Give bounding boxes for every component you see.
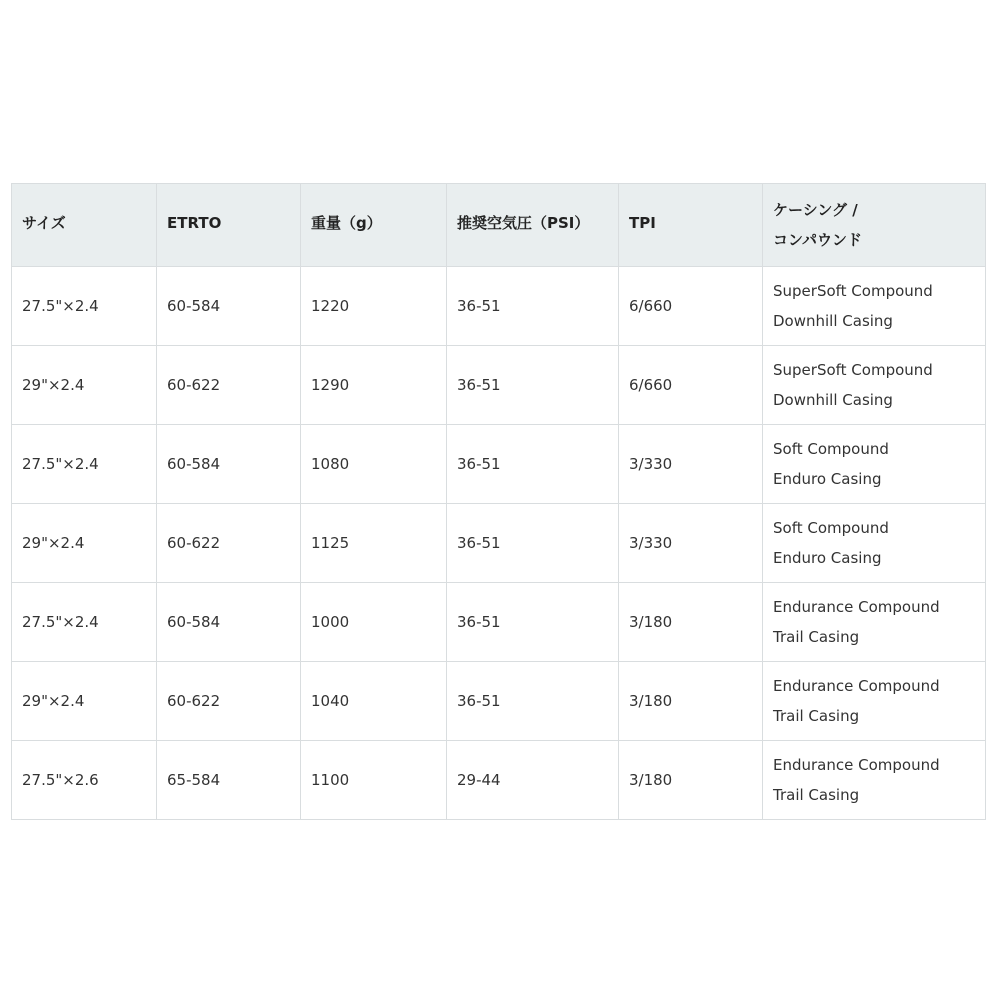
cell-weight: 1220 bbox=[301, 267, 447, 346]
cell-size: 27.5"×2.4 bbox=[12, 583, 157, 662]
cell-casing-compound bbox=[763, 504, 986, 583]
cell-pressure: 29-44 bbox=[447, 741, 619, 820]
header-etrto: ETRTO bbox=[157, 184, 301, 267]
cell-casing-compound bbox=[763, 662, 986, 741]
cell-etrto: 65-584 bbox=[157, 741, 301, 820]
cell-casing-compound bbox=[763, 583, 986, 662]
cell-pressure: 36-51 bbox=[447, 583, 619, 662]
casing-text: Downhill Casing bbox=[773, 391, 893, 409]
cell-tpi: 3/180 bbox=[619, 583, 763, 662]
cell-etrto: 60-622 bbox=[157, 346, 301, 425]
cell-weight: 1125 bbox=[301, 504, 447, 583]
cell-tpi: 6/660 bbox=[619, 267, 763, 346]
cell-weight: 1080 bbox=[301, 425, 447, 504]
cell-etrto: 60-622 bbox=[157, 504, 301, 583]
table-row bbox=[12, 425, 986, 504]
header-weight: 重量（g） bbox=[301, 184, 447, 267]
compound-text: Soft Compound bbox=[773, 519, 889, 537]
compound-text: Soft Compound bbox=[773, 440, 889, 458]
compound-text: SuperSoft Compound bbox=[773, 282, 933, 300]
cell-casing-compound bbox=[763, 346, 986, 425]
cell-tpi: 3/180 bbox=[619, 741, 763, 820]
cell-tpi: 3/330 bbox=[619, 425, 763, 504]
header-row bbox=[12, 184, 986, 267]
cell-etrto: 60-584 bbox=[157, 583, 301, 662]
cell-weight: 1000 bbox=[301, 583, 447, 662]
compound-text: Endurance Compound bbox=[773, 598, 940, 616]
table-row bbox=[12, 583, 986, 662]
casing-text: Downhill Casing bbox=[773, 312, 893, 330]
cell-weight: 1040 bbox=[301, 662, 447, 741]
cell-size: 29"×2.4 bbox=[12, 662, 157, 741]
casing-text: Enduro Casing bbox=[773, 549, 882, 567]
header-casing-compound bbox=[763, 184, 986, 267]
cell-tpi: 3/180 bbox=[619, 662, 763, 741]
table-row bbox=[12, 346, 986, 425]
cell-size: 29"×2.4 bbox=[12, 504, 157, 583]
casing-text: Enduro Casing bbox=[773, 470, 882, 488]
header-casing-line2: コンパウンド bbox=[773, 231, 862, 249]
cell-casing-compound bbox=[763, 425, 986, 504]
cell-etrto: 60-622 bbox=[157, 662, 301, 741]
table-row bbox=[12, 267, 986, 346]
table-row bbox=[12, 741, 986, 820]
table-row bbox=[12, 662, 986, 741]
cell-size: 27.5"×2.6 bbox=[12, 741, 157, 820]
compound-text: SuperSoft Compound bbox=[773, 361, 933, 379]
table-body bbox=[12, 267, 986, 820]
cell-tpi: 3/330 bbox=[619, 504, 763, 583]
header-size: サイズ bbox=[12, 184, 157, 267]
header-pressure: 推奨空気圧（PSI） bbox=[447, 184, 619, 267]
cell-pressure: 36-51 bbox=[447, 267, 619, 346]
cell-etrto: 60-584 bbox=[157, 267, 301, 346]
cell-etrto: 60-584 bbox=[157, 425, 301, 504]
cell-pressure: 36-51 bbox=[447, 346, 619, 425]
casing-text: Trail Casing bbox=[773, 707, 860, 725]
cell-pressure: 36-51 bbox=[447, 425, 619, 504]
table-header bbox=[12, 184, 986, 267]
cell-pressure: 36-51 bbox=[447, 504, 619, 583]
cell-weight: 1100 bbox=[301, 741, 447, 820]
table-row bbox=[12, 504, 986, 583]
cell-pressure: 36-51 bbox=[447, 662, 619, 741]
cell-size: 27.5"×2.4 bbox=[12, 425, 157, 504]
cell-tpi: 6/660 bbox=[619, 346, 763, 425]
tire-spec-table bbox=[11, 183, 986, 820]
header-casing-line1: ケーシング / bbox=[773, 201, 858, 219]
compound-text: Endurance Compound bbox=[773, 677, 940, 695]
cell-size: 27.5"×2.4 bbox=[12, 267, 157, 346]
compound-text: Endurance Compound bbox=[773, 756, 940, 774]
cell-casing-compound bbox=[763, 267, 986, 346]
header-tpi: TPI bbox=[619, 184, 763, 267]
casing-text: Trail Casing bbox=[773, 786, 860, 804]
cell-weight: 1290 bbox=[301, 346, 447, 425]
casing-text: Trail Casing bbox=[773, 628, 860, 646]
cell-size: 29"×2.4 bbox=[12, 346, 157, 425]
cell-casing-compound bbox=[763, 741, 986, 820]
